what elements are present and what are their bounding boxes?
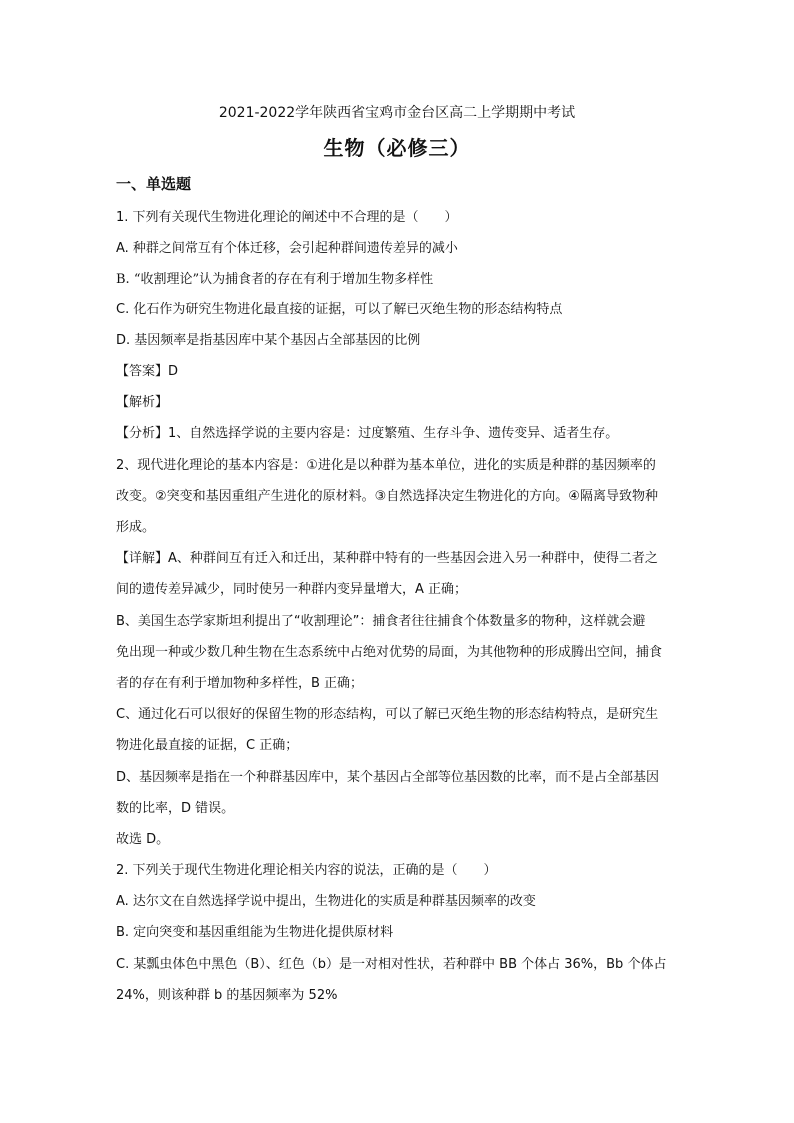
analysis-line: 改变。②突变和基因重组产生进化的原材料。③自然选择决定生物进化的方向。④隔离导致物种 xyxy=(116,489,658,504)
exam-header: 2021-2022学年陕西省宝鸡市金台区高二上学期期中考试 xyxy=(218,105,576,121)
page-title: 生物（必修三） xyxy=(323,136,471,160)
question-2-stem: 2. 下列关于现代生物进化理论相关内容的说法，正确的是（ ） xyxy=(116,863,497,878)
analysis-line: 【详解】A、种群间互有迁入和迁出，某种群中特有的一些基因会进入另一种群中，使得二者之 xyxy=(116,551,658,566)
question-2-option-a: A. 达尔文在自然选择学说中提出，生物进化的实质是种群基因频率的改变 xyxy=(116,894,536,909)
question-2-option-b: B. 定向突变和基因重组能为生物进化提供原材料 xyxy=(116,925,394,940)
analysis-line: C、通过化石可以很好的保留生物的形态结构，可以了解已灭绝生物的形态结构特点，是研究生 xyxy=(116,707,659,722)
analysis-line: 2、现代进化理论的基本内容是：①进化是以种群为基本单位，进化的实质是种群的基因频率的 xyxy=(116,458,656,473)
question-2-option-c: C. 某瓢虫体色中黑色（B）、红色（b）是一对相对性状，若种群中 BB 个体占 36%，Bb 个体占 xyxy=(116,957,667,972)
section-heading: 一、单选题 xyxy=(116,175,192,193)
analysis-line: 间的遗传差异减少，同时使另一种群内变异量增大，A 正确； xyxy=(116,582,468,597)
analysis-line: 形成。 xyxy=(116,520,156,535)
analysis-line: D、基因频率是指在一个种群基因库中，某个基因占全部等位基因数的比率，而不是占全部基因 xyxy=(116,770,660,785)
question-1-answer: 【答案】D xyxy=(116,364,179,379)
analysis-line: 免出现一种或少数几种生物在生态系统中占绝对优势的局面，为其他物种的形成腾出空间，捕食 xyxy=(116,645,663,660)
question-1-option-c: C. 化石作为研究生物进化最直接的证据，可以了解已灭绝生物的形态结构特点 xyxy=(116,302,563,317)
analysis-line: 故选 D。 xyxy=(116,832,170,847)
question-1-stem: 1. 下列有关现代生物进化理论的阐述中不合理的是（ ） xyxy=(116,210,458,225)
analysis-line: 物进化最直接的证据，C 正确； xyxy=(116,738,299,753)
analysis-line: 者的存在有利于增加物种多样性，B 正确； xyxy=(116,676,364,691)
question-1-option-b: B. “收割理论”认为捕食者的存在有利于增加生物多样性 xyxy=(116,272,434,287)
analysis-line: B、美国生态学家斯坦利提出了“收割理论”：捕食者往往捕食个体数量多的物种，这样就会避 xyxy=(116,614,646,629)
analysis-line: 【分析】1、自然选择学说的主要内容是：过度繁殖、生存斗争、遗传变异、适者生存。 xyxy=(116,426,619,441)
question-1-option-a: A. 种群之间常互有个体迁移，会引起种群间遗传差异的减小 xyxy=(116,241,458,256)
question-1-analysis-label: 【解析】 xyxy=(116,395,169,410)
analysis-line: 数的比率，D 错误。 xyxy=(116,801,235,816)
question-2-option-c-continued: 24%，则该种群 b 的基因频率为 52% xyxy=(116,988,338,1003)
question-1-option-d: D. 基因频率是指基因库中某个基因占全部基因的比例 xyxy=(116,333,421,348)
